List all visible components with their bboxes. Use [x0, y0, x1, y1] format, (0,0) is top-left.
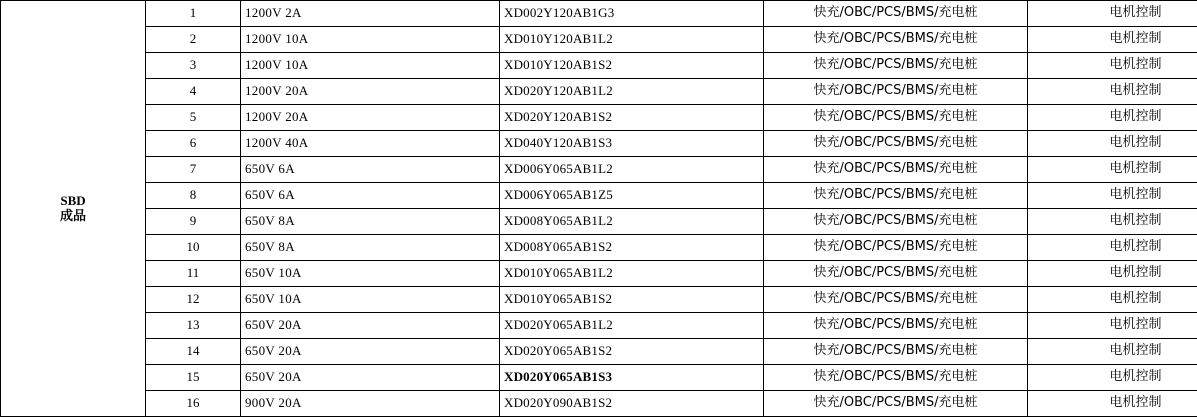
row-part-number: XD006Y065AB1L2: [500, 157, 764, 183]
row-part-number: XD002Y120AB1G3: [500, 1, 764, 27]
row-rating: 1200V 20A: [241, 79, 500, 105]
table-row: [1, 27, 1197, 53]
row-usage: 电机控制: [1028, 391, 1197, 417]
row-application: 快充/OBC/PCS/BMS/充电桩: [764, 365, 1028, 391]
row-application: 快充/OBC/PCS/BMS/充电桩: [764, 209, 1028, 235]
group-label-line-1: SBD: [60, 192, 86, 208]
row-application: 快充/OBC/PCS/BMS/充电桩: [764, 313, 1028, 339]
row-application: 快充/OBC/PCS/BMS/充电桩: [764, 27, 1028, 53]
row-rating: 1200V 10A: [241, 53, 500, 79]
row-rating: 650V 10A: [241, 261, 500, 287]
table-row: [1, 209, 1197, 235]
row-application: 快充/OBC/PCS/BMS/充电桩: [764, 287, 1028, 313]
row-rating: 650V 8A: [241, 235, 500, 261]
row-rating: 1200V 10A: [241, 27, 500, 53]
row-application: 快充/OBC/PCS/BMS/充电桩: [764, 79, 1028, 105]
table-row: [1, 157, 1197, 183]
row-usage: 电机控制: [1028, 365, 1197, 391]
row-index: 4: [146, 79, 241, 105]
table-row: [1, 53, 1197, 79]
row-usage: 电机控制: [1028, 339, 1197, 365]
row-index: 6: [146, 131, 241, 157]
row-index: 2: [146, 27, 241, 53]
row-index: 3: [146, 53, 241, 79]
row-usage: 电机控制: [1028, 261, 1197, 287]
table-row: [1, 287, 1197, 313]
row-index: 14: [146, 339, 241, 365]
row-application: 快充/OBC/PCS/BMS/充电桩: [764, 339, 1028, 365]
row-application: 快充/OBC/PCS/BMS/充电桩: [764, 391, 1028, 417]
row-part-number: XD010Y120AB1L2: [500, 27, 764, 53]
row-usage: 电机控制: [1028, 79, 1197, 105]
row-usage: 电机控制: [1028, 1, 1197, 27]
row-rating: 650V 10A: [241, 287, 500, 313]
group-cell-sbd: [1, 1, 146, 417]
row-rating: 1200V 40A: [241, 131, 500, 157]
row-usage: 电机控制: [1028, 53, 1197, 79]
row-part-number: XD010Y065AB1L2: [500, 261, 764, 287]
row-index: 7: [146, 157, 241, 183]
row-usage: 电机控制: [1028, 209, 1197, 235]
row-rating: 1200V 2A: [241, 1, 500, 27]
row-part-number: XD006Y065AB1Z5: [500, 183, 764, 209]
row-usage: 电机控制: [1028, 235, 1197, 261]
table-row: [1, 391, 1197, 417]
row-part-number: XD008Y065AB1L2: [500, 209, 764, 235]
row-index: 8: [146, 183, 241, 209]
row-index: 16: [146, 391, 241, 417]
table-row: [1, 313, 1197, 339]
row-part-number: XD020Y120AB1S2: [500, 105, 764, 131]
row-index: 9: [146, 209, 241, 235]
table-row: [1, 1, 1197, 27]
row-part-number: XD020Y065AB1L2: [500, 313, 764, 339]
row-rating: 900V 20A: [241, 391, 500, 417]
row-usage: 电机控制: [1028, 131, 1197, 157]
row-usage: 电机控制: [1028, 157, 1197, 183]
row-part-number: XD040Y120AB1S3: [500, 131, 764, 157]
row-application: 快充/OBC/PCS/BMS/充电桩: [764, 157, 1028, 183]
row-application: 快充/OBC/PCS/BMS/充电桩: [764, 261, 1028, 287]
row-application: 快充/OBC/PCS/BMS/充电桩: [764, 183, 1028, 209]
table-row: [1, 261, 1197, 287]
row-index: 1: [146, 1, 241, 27]
table-row: [1, 365, 1197, 391]
row-rating: 650V 20A: [241, 339, 500, 365]
table-row: [1, 105, 1197, 131]
row-rating: 650V 20A: [241, 365, 500, 391]
table-row: [1, 183, 1197, 209]
table-row: [1, 79, 1197, 105]
table-row: [1, 339, 1197, 365]
table-row: [1, 131, 1197, 157]
row-application: 快充/OBC/PCS/BMS/充电桩: [764, 53, 1028, 79]
row-rating: 650V 6A: [241, 157, 500, 183]
row-application: 快充/OBC/PCS/BMS/充电桩: [764, 105, 1028, 131]
row-usage: 电机控制: [1028, 287, 1197, 313]
table-row: [1, 235, 1197, 261]
row-rating: 1200V 20A: [241, 105, 500, 131]
row-index: 11: [146, 261, 241, 287]
row-part-number: XD020Y065AB1S3: [500, 365, 764, 391]
row-index: 12: [146, 287, 241, 313]
row-rating: 650V 8A: [241, 209, 500, 235]
row-application: 快充/OBC/PCS/BMS/充电桩: [764, 1, 1028, 27]
row-index: 5: [146, 105, 241, 131]
row-usage: 电机控制: [1028, 183, 1197, 209]
row-rating: 650V 6A: [241, 183, 500, 209]
row-application: 快充/OBC/PCS/BMS/充电桩: [764, 131, 1028, 157]
table-body: [1, 1, 1197, 417]
row-application: 快充/OBC/PCS/BMS/充电桩: [764, 235, 1028, 261]
row-part-number: XD020Y065AB1S2: [500, 339, 764, 365]
row-usage: 电机控制: [1028, 27, 1197, 53]
row-index: 15: [146, 365, 241, 391]
row-part-number: XD008Y065AB1S2: [500, 235, 764, 261]
row-rating: 650V 20A: [241, 313, 500, 339]
row-index: 10: [146, 235, 241, 261]
row-part-number: XD020Y090AB1S2: [500, 391, 764, 417]
row-part-number: XD020Y120AB1L2: [500, 79, 764, 105]
row-usage: 电机控制: [1028, 313, 1197, 339]
row-part-number: XD010Y120AB1S2: [500, 53, 764, 79]
row-part-number: XD010Y065AB1S2: [500, 287, 764, 313]
row-index: 13: [146, 313, 241, 339]
row-usage: 电机控制: [1028, 105, 1197, 131]
group-label-line-2: 成品: [59, 207, 86, 223]
